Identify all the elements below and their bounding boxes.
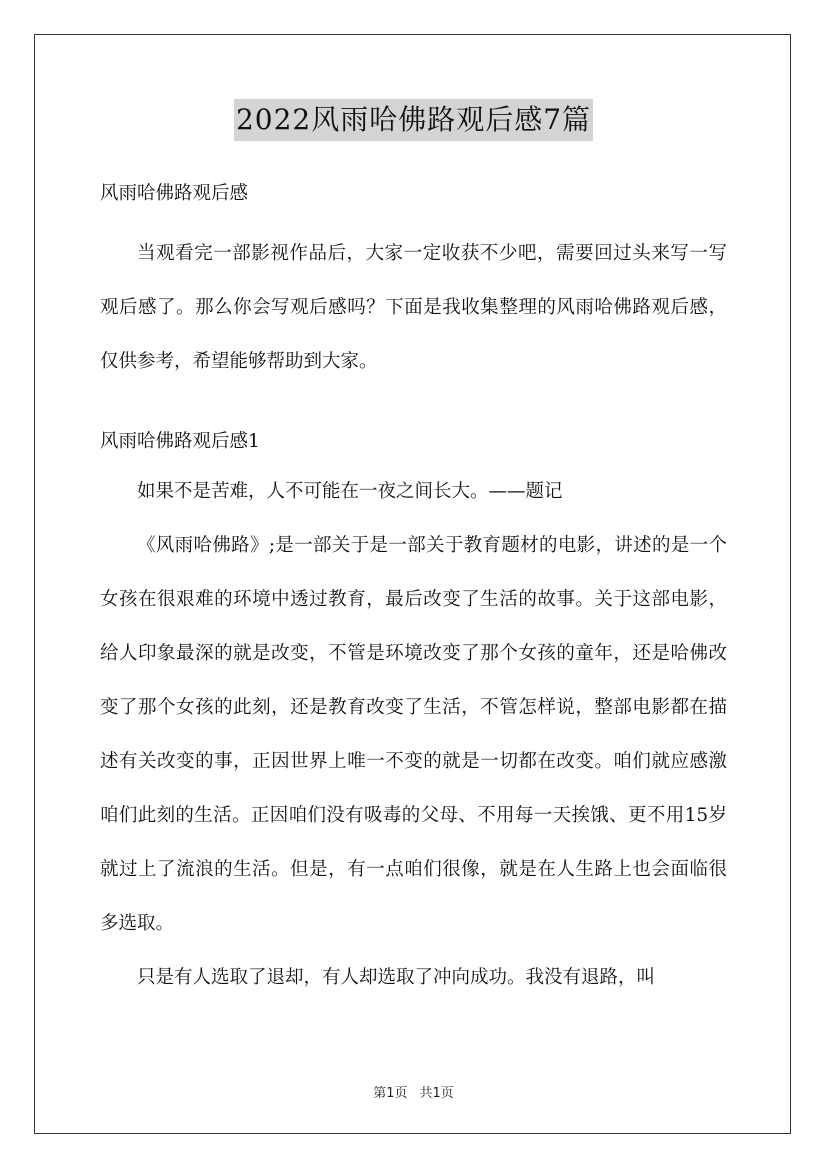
- section1-paragraph: 《风雨哈佛路》;是一部关于是一部关于教育题材的电影，讲述的是一个女孩在很艰难的环境中透过教育，最后改变了生活的故事。关于这部电影，给人印象最深的就是改变，不管是环境改变了那个女孩的童年，还是哈佛改变了那个女孩的此刻，还是教育改变了生活，不管怎样说，整部电影都在描述有关改变的事，正因世界上唯一不变的就是一切都在改变。咱们就应感激咱们此刻的生活。正因咱们没有吸毒的父母、不用每一天挨饿、更不用15岁就过上了流浪的生活。但是，有一点咱们很像，就是在人生路上也会面临很多选取。: [100, 535, 727, 934]
- section1-heading: 风雨哈佛路观后感1: [100, 431, 260, 452]
- intro-heading: 风雨哈佛路观后感: [100, 183, 249, 204]
- document-body: [100, 171, 727, 1005]
- page-footer: [0, 1082, 827, 1101]
- page-number-current: 第1页: [373, 1086, 408, 1101]
- title-wrap: [0, 99, 827, 141]
- section1-paragraph: 只是有人选取了退却，有人却选取了冲向成功。我没有退路，叫: [137, 967, 656, 988]
- section1-paragraph: 如果不是苦难，人不可能在一夜之间长大。——题记: [137, 481, 563, 502]
- intro-paragraph: 当观看完一部影视作品后，大家一定收获不少吧，需要回过头来写一写观后感了。那么你会写观后感吗？下面是我收集整理的风雨哈佛路观后感，仅供参考，希望能够帮助到大家。: [100, 243, 727, 372]
- document-title: 2022风雨哈佛路观后感7篇: [234, 99, 593, 141]
- page-number-total: 共1页: [419, 1086, 454, 1101]
